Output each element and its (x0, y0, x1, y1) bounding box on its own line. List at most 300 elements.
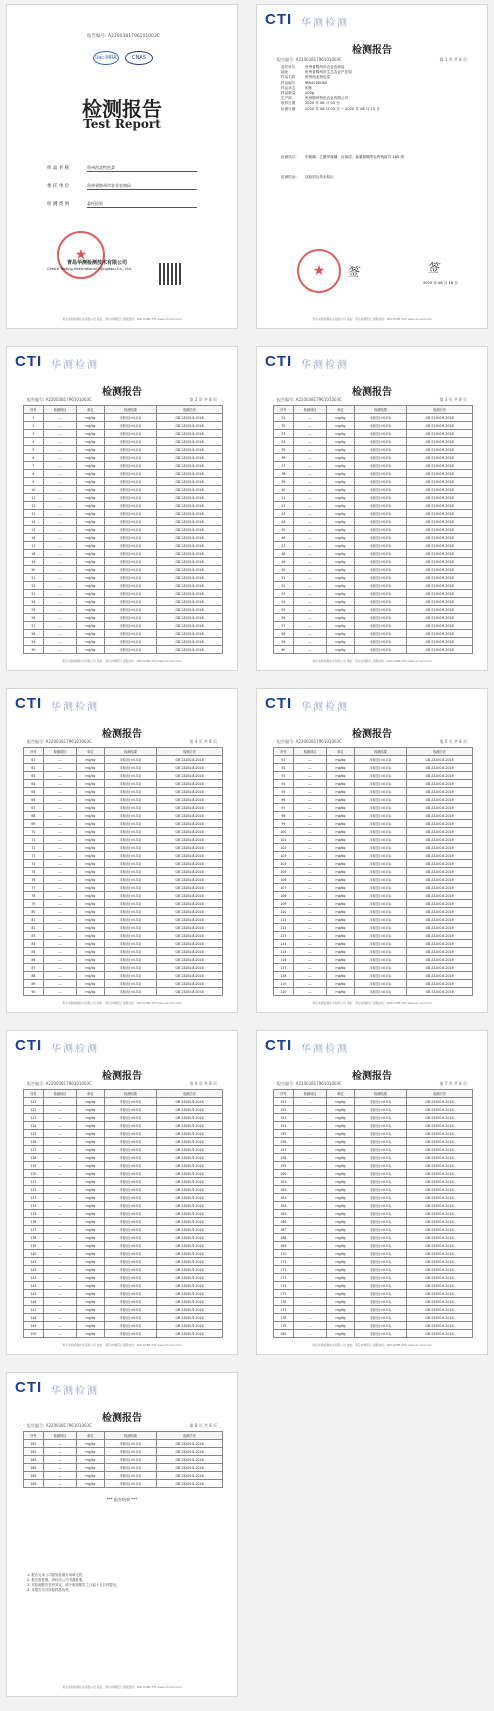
cover-field-value: 贵州省锦州市农业农商局 (87, 183, 197, 190)
method-cell: GB 23200.8-2016 (407, 788, 473, 796)
cti-logo-cn: 华测检测 (51, 1044, 99, 1055)
row-index: 3 (24, 430, 44, 438)
table-row (274, 844, 473, 852)
table-row (24, 908, 223, 916)
unit-cell: mg/kg (77, 1314, 105, 1322)
table-row (274, 868, 473, 876)
table-row (274, 1098, 473, 1106)
row-index: 148 (24, 1314, 44, 1322)
method-cell: GB 23200.8-2016 (407, 884, 473, 892)
table-row (274, 916, 473, 924)
unit-cell: mg/kg (77, 916, 105, 924)
result-cell: 未检出(<0.01) (104, 1162, 156, 1170)
unit-cell: mg/kg (77, 900, 105, 908)
unit-cell: mg/kg (77, 876, 105, 884)
unit-cell: mg/kg (327, 788, 355, 796)
cover-field-label: 检 测 类 别 (47, 202, 70, 207)
page-header (257, 1037, 487, 1057)
unit-cell: mg/kg (327, 1162, 355, 1170)
analyte-cell: — (293, 454, 326, 462)
method-cell: GB 23200.8-2016 (157, 1106, 223, 1114)
unit-cell: mg/kg (327, 1258, 355, 1266)
table-row (274, 1114, 473, 1122)
analyte-cell: — (43, 1178, 76, 1186)
analyte-cell: — (43, 1456, 76, 1464)
unit-cell: mg/kg (77, 630, 105, 638)
method-cell: GB 23200.8-2016 (157, 414, 223, 422)
row-index: 64 (24, 780, 44, 788)
result-cell: 未检出(<0.01) (104, 606, 156, 614)
analyte-cell: — (293, 478, 326, 486)
method-cell: GB 23200.8-2016 (157, 964, 223, 972)
result-cell: 未检出(<0.01) (104, 788, 156, 796)
method-cell: GB 23200.8-2016 (407, 1250, 473, 1258)
table-row (274, 590, 473, 598)
report-number: 报告编号: A2200381796101003C (277, 57, 342, 62)
row-index: 13 (24, 510, 44, 518)
table-row (274, 1170, 473, 1178)
unit-cell: mg/kg (77, 542, 105, 550)
unit-cell: mg/kg (327, 446, 355, 454)
analyte-cell: — (43, 1154, 76, 1162)
result-cell: 未检出(<0.01) (104, 510, 156, 518)
table-row (274, 1282, 473, 1290)
row-index: 12 (24, 502, 44, 510)
unit-cell: mg/kg (327, 462, 355, 470)
cover-field-label: 委 托 单 位 (47, 184, 70, 189)
method-cell: GB 23200.8-2016 (157, 1146, 223, 1154)
method-cell: GB 23200.8-2016 (407, 470, 473, 478)
table-row (274, 422, 473, 430)
unit-cell: mg/kg (327, 980, 355, 988)
row-index: 173 (274, 1274, 294, 1282)
table-row (24, 1098, 223, 1106)
table-row (274, 598, 473, 606)
method-cell: GB 23200.8-2016 (157, 518, 223, 526)
unit-cell: mg/kg (77, 478, 105, 486)
method-cell: GB 23200.8-2016 (157, 788, 223, 796)
table-row (274, 820, 473, 828)
unit-cell: mg/kg (77, 884, 105, 892)
table-row (274, 622, 473, 630)
row-index: 41 (274, 494, 294, 502)
unit-cell: mg/kg (77, 820, 105, 828)
table-row (24, 1250, 223, 1258)
row-index: 73 (24, 852, 44, 860)
analyte-cell: — (43, 892, 76, 900)
unit-cell: mg/kg (327, 1274, 355, 1282)
analyte-cell: — (43, 574, 76, 582)
unit-cell: mg/kg (327, 598, 355, 606)
report-cover-page (6, 4, 238, 329)
analyte-cell: — (43, 780, 76, 788)
unit-cell: mg/kg (77, 518, 105, 526)
analyte-cell: — (43, 614, 76, 622)
analyte-cell: — (293, 1226, 326, 1234)
test-results-page (256, 1030, 488, 1355)
analyte-cell: — (43, 454, 76, 462)
result-cell: 未检出(<0.01) (354, 940, 406, 948)
result-cell: 未检出(<0.01) (354, 502, 406, 510)
method-cell: GB 23200.8-2016 (157, 1210, 223, 1218)
analyte-cell: — (293, 876, 326, 884)
method-cell: GB 23200.8-2016 (157, 630, 223, 638)
row-index: 76 (24, 876, 44, 884)
method-cell: GB 23200.8-2016 (407, 438, 473, 446)
cover-report-number: 报告编号: A2200381796101003C (87, 34, 160, 39)
table-row (274, 1250, 473, 1258)
table-row (24, 980, 223, 988)
analyte-cell: — (43, 988, 76, 996)
row-index: 130 (24, 1170, 44, 1178)
row-index: 9 (24, 478, 44, 486)
result-cell: 未检出(<0.01) (104, 1154, 156, 1162)
result-cell: 未检出(<0.01) (354, 1234, 406, 1242)
unit-cell: mg/kg (327, 1322, 355, 1330)
column-header: 检测项目 (43, 406, 76, 414)
table-row (24, 478, 223, 486)
result-cell: 未检出(<0.01) (354, 1186, 406, 1194)
row-index: 134 (24, 1202, 44, 1210)
method-cell: GB 23200.8-2016 (157, 1330, 223, 1338)
unit-cell: mg/kg (327, 1314, 355, 1322)
analyte-cell: — (293, 574, 326, 582)
result-cell: 未检出(<0.01) (104, 948, 156, 956)
table-row (274, 614, 473, 622)
row-index: 101 (274, 836, 294, 844)
method-cell: GB 23200.8-2016 (407, 542, 473, 550)
row-index: 5 (24, 446, 44, 454)
row-index: 70 (24, 828, 44, 836)
analyte-cell: — (43, 486, 76, 494)
analyte-cell: — (293, 1114, 326, 1122)
row-index: 55 (274, 606, 294, 614)
analyte-cell: — (43, 1250, 76, 1258)
unit-cell: mg/kg (77, 828, 105, 836)
page-footer: 青岛华测检测技术有限公司 地址：青岛市城阳区 客服热线：400-6788-333 www.cti-cert.com (312, 1343, 432, 1348)
unit-cell: mg/kg (327, 422, 355, 430)
result-cell: 未检出(<0.01) (104, 462, 156, 470)
method-cell: GB 23200.8-2016 (407, 908, 473, 916)
analyte-cell: — (43, 932, 76, 940)
column-header: 检测方法 (407, 1090, 473, 1098)
result-cell: 未检出(<0.01) (104, 574, 156, 582)
method-cell: GB 23200.8-2016 (157, 590, 223, 598)
analyte-cell: — (293, 582, 326, 590)
analyte-cell: — (293, 1186, 326, 1194)
cti-logo: CTI (265, 11, 293, 28)
table-row (24, 1274, 223, 1282)
unit-cell: mg/kg (77, 1162, 105, 1170)
row-index: 163 (274, 1194, 294, 1202)
unit-cell: mg/kg (327, 948, 355, 956)
method-cell: GB 23200.8-2016 (407, 566, 473, 574)
method-cell: GB 23200.8-2016 (407, 446, 473, 454)
row-index: 176 (274, 1298, 294, 1306)
row-index: 180 (274, 1330, 294, 1338)
table-row (274, 1106, 473, 1114)
table-row (24, 630, 223, 638)
analyte-cell: — (43, 622, 76, 630)
row-index: 143 (24, 1274, 44, 1282)
unit-cell: mg/kg (77, 430, 105, 438)
method-cell: GB 23200.8-2016 (157, 908, 223, 916)
row-index: 39 (274, 478, 294, 486)
method-cell: GB 23200.8-2016 (157, 526, 223, 534)
table-row (274, 1274, 473, 1282)
report-number: 报告编号: A2200381796101003C (27, 739, 92, 744)
row-index: 15 (24, 526, 44, 534)
row-index: 149 (24, 1322, 44, 1330)
result-cell: 未检出(<0.01) (104, 940, 156, 948)
row-index: 159 (274, 1162, 294, 1170)
table-row (24, 550, 223, 558)
result-cell: 未检出(<0.01) (104, 1314, 156, 1322)
row-index: 160 (274, 1170, 294, 1178)
cti-logo: CTI (15, 1037, 43, 1054)
table-row (274, 828, 473, 836)
unit-cell: mg/kg (77, 964, 105, 972)
unit-cell: mg/kg (327, 1146, 355, 1154)
result-cell: 未检出(<0.01) (354, 1266, 406, 1274)
unit-cell: mg/kg (327, 1290, 355, 1298)
result-cell: 未检出(<0.01) (354, 1258, 406, 1266)
method-cell: GB 23200.8-2016 (407, 1130, 473, 1138)
analyte-cell: — (43, 796, 76, 804)
method-cell: GB 23200.8-2016 (157, 534, 223, 542)
result-cell: 未检出(<0.01) (354, 844, 406, 852)
table-row (24, 454, 223, 462)
page-footer: 青岛华测检测技术有限公司 地址：青岛市城阳区 客服热线：400-6788-333 www.cti-cert.com (312, 1001, 432, 1006)
result-cell: 未检出(<0.01) (104, 828, 156, 836)
method-cell: GB 23200.8-2016 (157, 1306, 223, 1314)
unit-cell: mg/kg (77, 1138, 105, 1146)
cti-logo: CTI (265, 353, 293, 370)
row-index: 62 (24, 764, 44, 772)
cover-field-label: 样 品 名 称 (47, 166, 70, 171)
analyte-cell: — (293, 964, 326, 972)
row-index: 122 (24, 1106, 44, 1114)
table-header-row (274, 748, 473, 756)
row-index: 184 (24, 1464, 44, 1472)
row-index: 146 (24, 1298, 44, 1306)
row-index: 19 (24, 558, 44, 566)
row-index: 31 (274, 414, 294, 422)
result-cell: 未检出(<0.01) (354, 1098, 406, 1106)
method-cell: GB 23200.8-2016 (407, 430, 473, 438)
table-row (24, 558, 223, 566)
analyte-cell: — (43, 804, 76, 812)
row-index: 100 (274, 828, 294, 836)
column-header: 单位 (327, 1090, 355, 1098)
result-cell: 未检出(<0.01) (104, 908, 156, 916)
table-row (24, 916, 223, 924)
result-cell: 未检出(<0.01) (104, 486, 156, 494)
page-footer: 青岛华测检测技术有限公司 地址：青岛市城阳区 客服热线：400-6788-333 www.cti-cert.com (312, 659, 432, 664)
report-date: 2020 年 08 月 18 日 (423, 281, 458, 285)
result-cell: 未检出(<0.01) (104, 422, 156, 430)
table-row (274, 1290, 473, 1298)
method-cell: GB 23200.8-2016 (407, 980, 473, 988)
page-title: 检测报告 (102, 729, 142, 740)
method-cell: GB 23200.8-2016 (407, 558, 473, 566)
summary-row: 样品数量 500g (281, 91, 315, 96)
method-cell: GB 23200.8-2016 (407, 1202, 473, 1210)
analyte-cell: — (43, 964, 76, 972)
note-item: 1. 报告无本公司检验检测专用章无效。 (27, 1573, 86, 1577)
analyte-cell: — (293, 972, 326, 980)
analyte-cell: — (293, 510, 326, 518)
result-cell: 未检出(<0.01) (354, 924, 406, 932)
unit-cell: mg/kg (77, 1098, 105, 1106)
unit-cell: mg/kg (327, 1330, 355, 1338)
summary-row: 检测日期 2020 年 08 月 03 日 ~ 2020 年 08 月 12 日 (281, 106, 380, 111)
method-cell: GB 23200.8-2016 (407, 478, 473, 486)
unit-cell: mg/kg (77, 550, 105, 558)
row-index: 102 (274, 844, 294, 852)
table-row (24, 1226, 223, 1234)
unit-cell: mg/kg (77, 924, 105, 932)
result-cell: 未检出(<0.01) (354, 1298, 406, 1306)
row-index: 14 (24, 518, 44, 526)
result-cell: 未检出(<0.01) (354, 916, 406, 924)
table-row (274, 1242, 473, 1250)
unit-cell: mg/kg (327, 780, 355, 788)
analyte-cell: — (43, 502, 76, 510)
result-cell: 未检出(<0.01) (104, 844, 156, 852)
unit-cell: mg/kg (327, 1218, 355, 1226)
analyte-cell: — (293, 1178, 326, 1186)
method-cell: GB 23200.8-2016 (407, 598, 473, 606)
unit-cell: mg/kg (327, 1298, 355, 1306)
unit-cell: mg/kg (77, 988, 105, 996)
row-index: 37 (274, 462, 294, 470)
table-row (274, 788, 473, 796)
unit-cell: mg/kg (327, 454, 355, 462)
row-index: 27 (24, 622, 44, 630)
table-row (24, 606, 223, 614)
row-index: 135 (24, 1210, 44, 1218)
page-header (7, 1037, 237, 1057)
row-index: 2 (24, 422, 44, 430)
unit-cell: mg/kg (327, 1250, 355, 1258)
unit-cell: mg/kg (327, 956, 355, 964)
table-row (24, 1130, 223, 1138)
cover-title-cn: 检测报告 (82, 97, 162, 121)
method-cell: GB 23200.8-2016 (407, 606, 473, 614)
table-row (274, 908, 473, 916)
row-index: 185 (24, 1472, 44, 1480)
row-index: 153 (274, 1114, 294, 1122)
result-cell: 未检出(<0.01) (104, 590, 156, 598)
table-row (24, 1290, 223, 1298)
row-index: 86 (24, 956, 44, 964)
analyte-cell: — (43, 772, 76, 780)
row-index: 93 (274, 772, 294, 780)
analyte-cell: — (43, 1448, 76, 1456)
result-cell: 未检出(<0.01) (104, 820, 156, 828)
unit-cell: mg/kg (327, 932, 355, 940)
unit-cell: mg/kg (77, 1170, 105, 1178)
result-cell: 未检出(<0.01) (104, 988, 156, 996)
method-cell: GB 23200.8-2016 (407, 1218, 473, 1226)
analyte-cell: — (293, 462, 326, 470)
unit-cell: mg/kg (77, 534, 105, 542)
column-header: 单位 (327, 406, 355, 414)
result-cell: 未检出(<0.01) (104, 1106, 156, 1114)
table-row (24, 1218, 223, 1226)
analyte-cell: — (43, 582, 76, 590)
method-cell: GB 23200.8-2016 (157, 772, 223, 780)
unit-cell: mg/kg (327, 606, 355, 614)
analyte-cell: — (43, 860, 76, 868)
page-footer: 青岛华测检测技术有限公司 地址：青岛市城阳区 客服热线：400-6788-333 www.cti-cert.com (62, 1685, 182, 1690)
unit-cell: mg/kg (77, 1266, 105, 1274)
table-row (274, 780, 473, 788)
method-cell: GB 23200.8-2016 (407, 422, 473, 430)
result-cell: 未检出(<0.01) (104, 1226, 156, 1234)
table-row (24, 876, 223, 884)
analyte-cell: — (293, 422, 326, 430)
result-cell: 未检出(<0.01) (354, 486, 406, 494)
unit-cell: mg/kg (327, 582, 355, 590)
table-row (24, 956, 223, 964)
analyte-cell: — (43, 1162, 76, 1170)
table-row (274, 550, 473, 558)
unit-cell: mg/kg (327, 900, 355, 908)
table-row (24, 844, 223, 852)
table-row (274, 574, 473, 582)
page-header (257, 695, 487, 715)
unit-cell: mg/kg (77, 892, 105, 900)
unit-cell: mg/kg (77, 1282, 105, 1290)
table-row (24, 836, 223, 844)
table-row (274, 430, 473, 438)
analyte-cell: — (43, 1314, 76, 1322)
method-cell: GB 23200.8-2016 (157, 542, 223, 550)
results-table (273, 1089, 473, 1338)
analyte-cell: — (293, 1106, 326, 1114)
row-index: 23 (24, 590, 44, 598)
unit-cell: mg/kg (77, 756, 105, 764)
result-cell: 未检出(<0.01) (354, 1290, 406, 1298)
analyte-cell: — (43, 1306, 76, 1314)
analyte-cell: — (43, 1210, 76, 1218)
result-cell: 未检出(<0.01) (104, 582, 156, 590)
unit-cell: mg/kg (77, 1210, 105, 1218)
table-row (274, 486, 473, 494)
unit-cell: mg/kg (327, 844, 355, 852)
row-index: 171 (274, 1258, 294, 1266)
method-cell: GB 23200.8-2016 (157, 502, 223, 510)
method-cell: GB 23200.8-2016 (157, 550, 223, 558)
unit-cell: mg/kg (327, 804, 355, 812)
analyte-cell: — (293, 1242, 326, 1250)
results-table (23, 1431, 223, 1488)
result-cell: 未检出(<0.01) (354, 1154, 406, 1162)
table-row (24, 1480, 223, 1488)
result-cell: 未检出(<0.01) (354, 606, 406, 614)
unit-cell: mg/kg (327, 1186, 355, 1194)
cti-logo-cn: 华测检测 (301, 360, 349, 371)
result-cell: 未检出(<0.01) (354, 1274, 406, 1282)
table-row (24, 1162, 223, 1170)
unit-cell: mg/kg (327, 1226, 355, 1234)
method-cell: GB 23200.8-2016 (157, 558, 223, 566)
result-cell: 未检出(<0.01) (354, 796, 406, 804)
table-row (24, 1106, 223, 1114)
table-row (24, 1306, 223, 1314)
